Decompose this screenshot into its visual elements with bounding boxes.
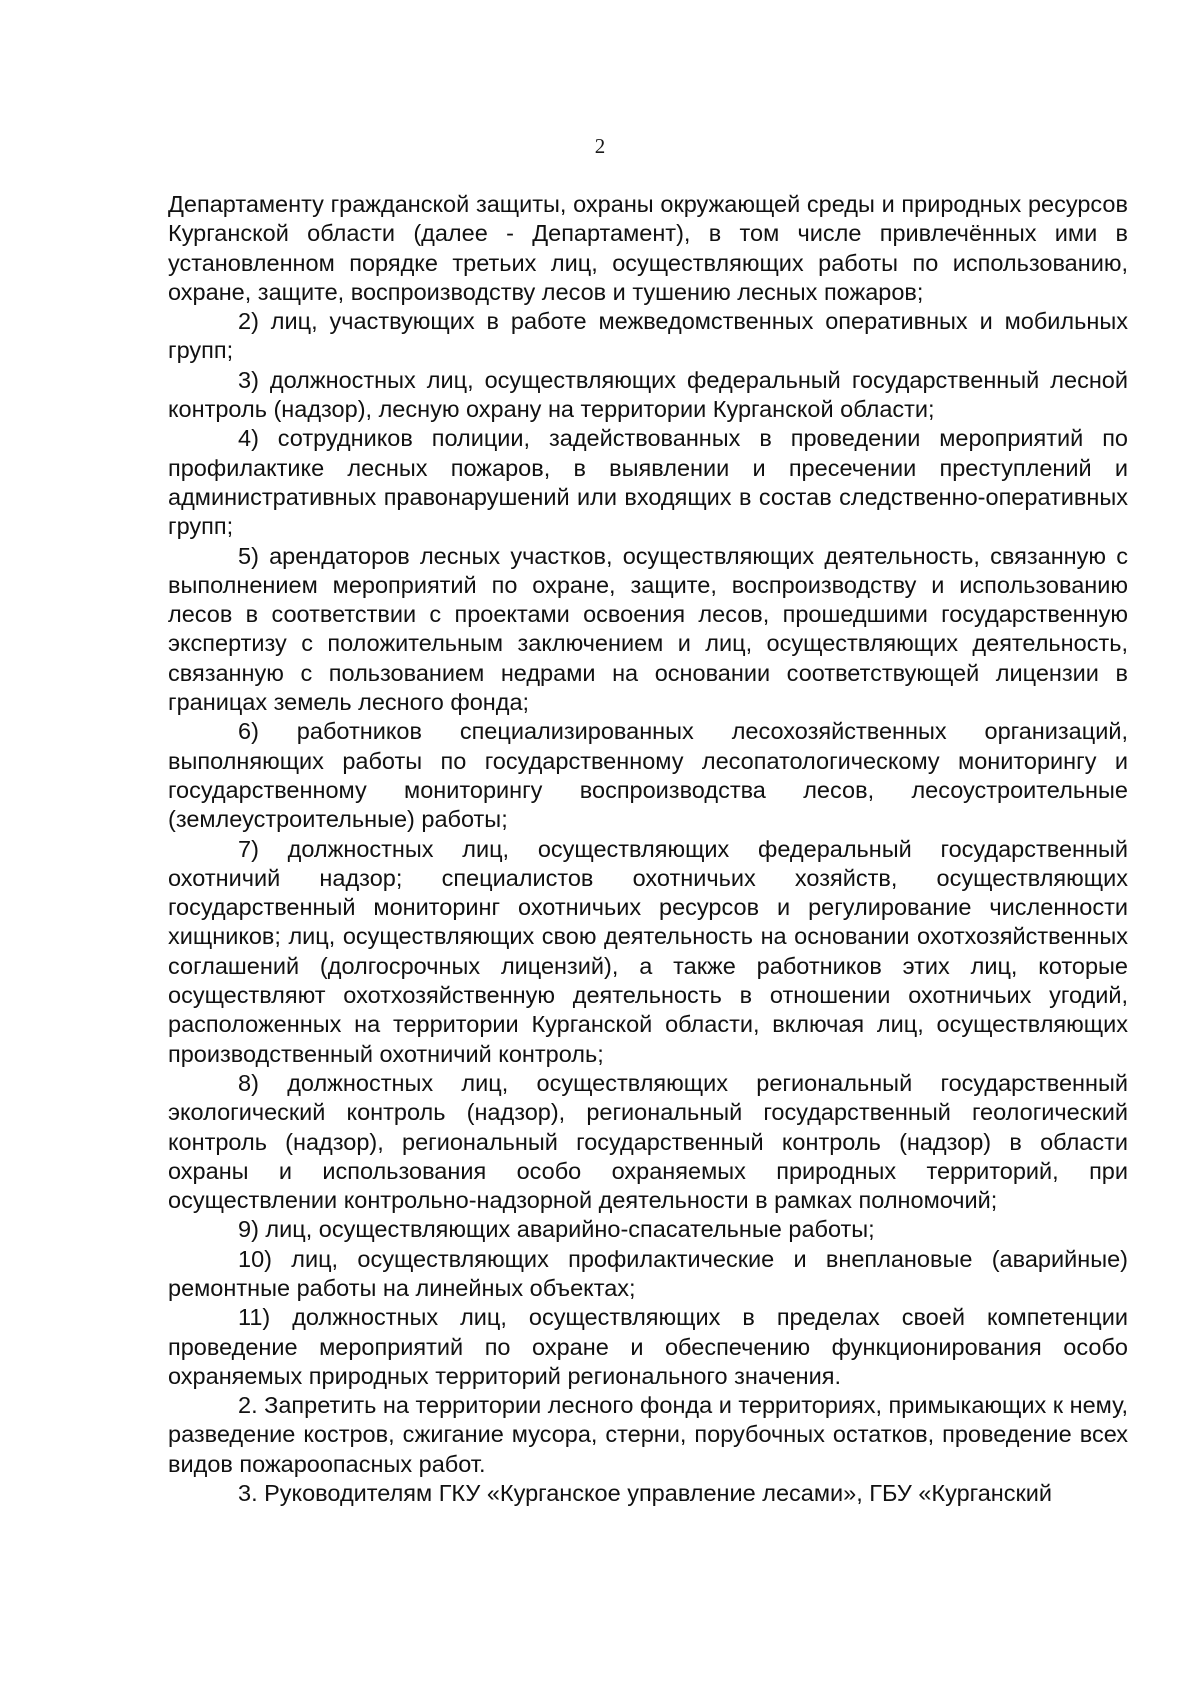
paragraph: 4) сотрудников полиции, задействованных в проведении мероприятий по профилактике лесных пожаров, в выявлении и пресечении преступлений и административных правонарушений или входящих в состав следственно-оперативных групп;	[168, 425, 1128, 540]
page-number: 2	[594, 134, 606, 158]
paragraph: 10) лиц, осуществляющих профилактические и внеплановые (аварийные) ремонтные работы на линейных объектах;	[168, 1245, 1128, 1301]
paragraph: 3) должностных лиц, осуществляющих федеральный государственный лесной контроль (надзор), лесную охрану на территории Курганской области;	[168, 366, 1128, 423]
paragraph: 2. Запретить на территории лесного фонда и территориях, примыкающих к нему, разведение костров, сжигание мусора, стерни, порубочных остатков, проведение всех видов пожароопасных работ.	[168, 1392, 1128, 1477]
paragraph: 5) арендаторов лесных участков, осуществляющих деятельность, связанную с выполнением мероприятий по охране, защите, воспроизводству и использованию лесов в соответствии с проектами освоения лесов, прошедшими государственную экспертизу с положительным заключением и лиц, осуществляющих деятельность, связанную с пользованием недрами на основании соответствующей лицензии в границах земель лесного фонда;	[168, 542, 1128, 716]
paragraph: 11) должностных лиц, осуществляющих в пределах своей компетенции проведение мероприятий по охране и обеспечению функционирования особо охраняемых природных территорий регионального значения.	[168, 1304, 1128, 1389]
paragraph: 6) работников специализированных лесохозяйственных организаций, выполняющих работы по государственному лесопатологическому мониторингу и государственному мониторингу воспроизводства лесов, лесоустроительные (землеустроительные) работы;	[168, 718, 1128, 833]
paragraph: 7) должностных лиц, осуществляющих федеральный государственный охотничий надзор; специалистов охотничьих хозяйств, осуществляющих государственный мониторинг охотничьих ресурсов и регулирование численности хищников; лиц, осуществляющих свою деятельность на основании охотхозяйственных соглашений (долгосрочных лицензий), а также работников этих лиц, которые осуществляют охотхозяйственную деятельность в отношении охотничьих угодий, расположенных на территории Курганской области, включая лиц, осуществляющих производственный охотничий контроль;	[168, 835, 1128, 1067]
paragraph: 2) лиц, участвующих в работе межведомственных оперативных и мобильных групп;	[168, 308, 1128, 364]
paragraph: 9) лиц, осуществляющих аварийно-спасательные работы;	[238, 1216, 875, 1243]
paragraph: Департаменту гражданской защиты, охраны окружающей среды и природных ресурсов Курганской области (далее - Департамент), в том числе привлечённых ими в установленном порядке третьих лиц, осуществляющих работы по использованию, охране, защите, воспроизводству лесов и тушению лесных пожаров;	[168, 191, 1128, 305]
paragraph: 3. Руководителям ГКУ «Курганское управление лесами», ГБУ «Курганский	[238, 1480, 1053, 1507]
paragraph: 8) должностных лиц, осуществляющих региональный государственный экологический контроль (надзор), региональный государственный геологический контроль (надзор), региональный государственный контроль (надзор) в области охраны и использования особо охраняемых природных территорий, при осуществлении контрольно-надзорной деятельности в рамках полномочий;	[168, 1069, 1128, 1214]
document-body	[168, 190, 1128, 1508]
